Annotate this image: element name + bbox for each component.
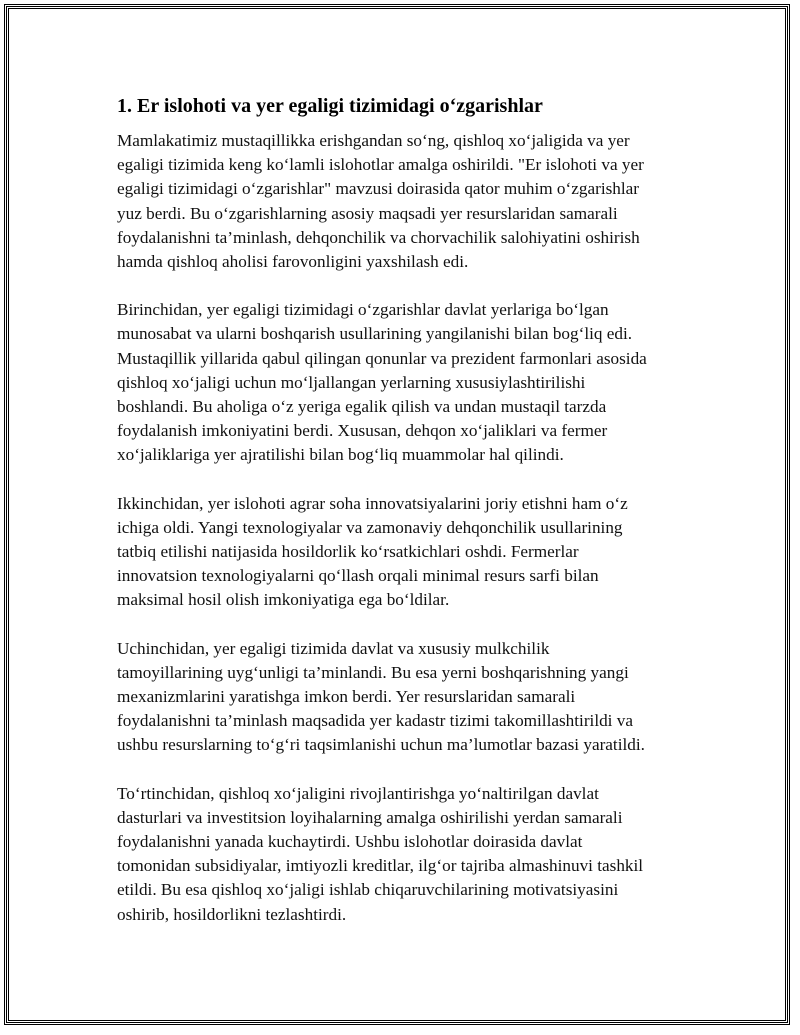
paragraph-third: Uchinchidan, yer egaligi tizimida davlat va xususiy mulkchilik tamoyillarining uyg‘unligi ta’minlandi. Bu esa yerni boshqarishning yangi mexanizmlarini yaratishga imkon berdi. Yer resurslaridan samarali foydalanishni ta’minlash maqsadida yer kadastr tizimi takomillashtirildi va ushbu resurslarning to‘g‘ri taqsimlanishi uchun ma’lumotlar bazasi yaratildi. (117, 638, 645, 755)
paragraph-fourth: To‘rtinchidan, qishloq xo‘jaligini rivojlantirishga yo‘naltirilgan davlat dasturlari va investitsion loyihalarning amalga oshirilishi yerdan samarali foydalanishni yanada kuchaytirdi. Ushbu islohotlar doirasida davlat tomonidan subsidiyalar, imtiyozli kreditlar, ilg‘or tajriba almashinuvi tashkil etildi. Bu esa qishloq xo‘jaligi ishlab chiqaruvchilarining motivatsiyasini oshirib, hosildorlikni tezlashtirdi. (117, 783, 644, 924)
paragraph-second: Ikkinchidan, yer islohoti agrar soha innovatsiyalarini joriy etishni ham o‘z ichiga oldi. Yangi texnologiyalar va zamonaviy dehqonchilik usullarining tatbiq etilishi natijasida hosildorlik ko‘rsatkichlari oshdi. Fermerlar innovatsion texnologiyalarni qo‘llash orqali minimal resurs sarfi bilan maksimal hosil olish imkoniyatiga ega bo‘ldilar. (117, 493, 628, 610)
paragraph-first: Birinchidan, yer egaligi tizimidagi o‘zgarishlar davlat yerlariga bo‘lgan munosabat va ularni boshqarish usullarining yangilanishi bilan bog‘liq edi. Mustaqillik yillarida qabul qilingan qonunlar va prezident farmonlari asosida qishloq xo‘jaligi uchun mo‘ljallangan yerlarning xususiylashtirilishi boshlandi. Bu aholiga o‘z yeriga egalik qilish va undan mustaqil tarzda foydalanish imkoniyatini berdi. Xususan, dehqon xo‘jaliklari va fermer xo‘jaliklariga yer ajratilishi bilan bog‘liq muammolar hal qilindi. (117, 300, 647, 465)
section-heading: 1. Er islohoti va yer egaligi tizimidagi o‘zgarishlar (117, 95, 543, 117)
document-body (117, 93, 697, 951)
paragraph-intro: Mamlakatimiz mustaqillikka erishgandan so‘ng, qishloq xo‘jaligida va yer egaligi tizimida keng ko‘lamli islohotlar amalga oshirildi. "Er islohoti va yer egaligi tizimidagi o‘zgarishlar" mavzusi doirasida qator muhim o‘zgarishlar yuz berdi. Bu o‘zgarishlarning asosiy maqsadi yer resurslaridan samarali foydalanishni ta’minlash, dehqonchilik va chorvachilik salohiyatini oshirish hamda qishloq aholisi farovonligini yaxshilash edi. (117, 131, 644, 272)
